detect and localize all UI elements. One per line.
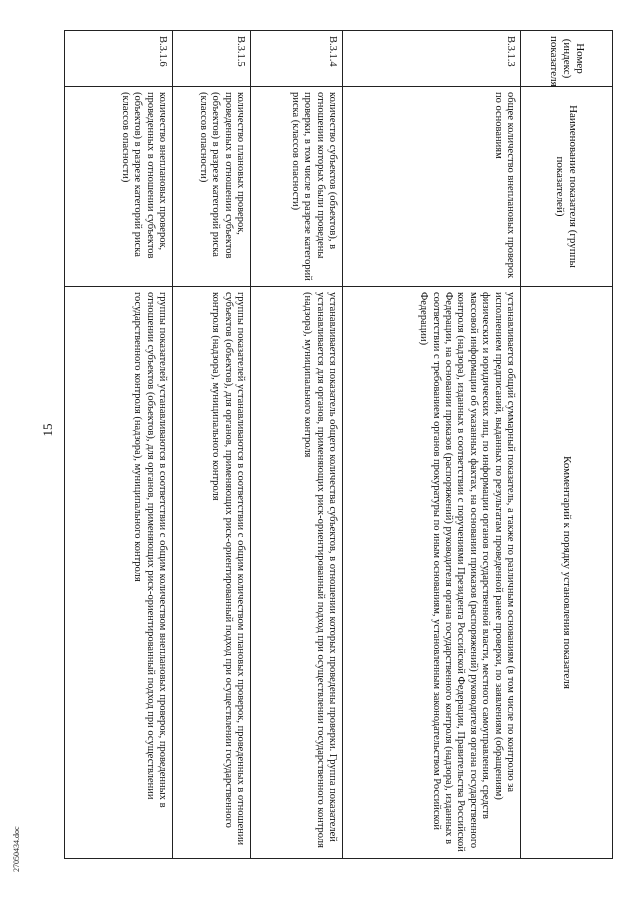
- indicators-table: [64, 30, 613, 859]
- header-number: Номер (индекс) показателя: [521, 31, 613, 87]
- header-name: Наименование показателя (группы показателей): [521, 87, 613, 287]
- row-comment: устанавливается показатель общего количества субъектов, в отношении которых проведены проверки. Группа показателей устанавливается для органов, применяющих риск-ориентированный подход при осуществлении государственного контроля (надзора), муниципального контроля: [251, 287, 343, 859]
- row-name: количество плановых проверок, проведенных в отношении субъектов (объектов) в разрезе категорий риска (классов опасности): [173, 87, 251, 287]
- row-number: В.3.1.4: [251, 31, 343, 87]
- table-row: [251, 31, 343, 859]
- row-number: В.3.1.5: [173, 31, 251, 87]
- row-comment: устанавливается общий суммарный показатель, а также по различным основаниям (в том числе по контролю за исполнением предписаний, выданных по результатам проведенной ранее проверки, по заявлениям (обращениям) физических и юридических лиц, по информации органов государственной власти, местного самоуправления, средств массовой информации об указанных фактах, на основании приказов (распоряжений) руководителя органа государственного контроля (надзора), изданных в соответствии с поручениями Президента Российской Федерации, Правительства Российской Федерации, на основании приказов (распоряжений) руководителя органа государственного контроля (надзора), изданных в соответствии с требованием органов прокуратуры по иным основаниям, установленным законодательством Российской Федерации): [343, 287, 521, 859]
- rotated-table-container: [48, 30, 613, 858]
- table-row: [343, 31, 521, 859]
- row-name: количество внеплановых проверок, проведенных в отношении субъектов (объектов) в разрезе категорий риска (классов опасности): [65, 87, 173, 287]
- row-name: общее количество внеплановых проверок по основаниям: [343, 87, 521, 287]
- footer-filename: 27050434.doc: [12, 826, 21, 872]
- row-comment: группы показателей устанавливаются в соответствии с общим количеством плановых проверок, проведенных в отношении субъектов (объектов), для органов, применяющих риск-ориентированный подход при осуществлении государственного контроля (надзора), муниципального контроля: [173, 287, 251, 859]
- table-row: [65, 31, 173, 859]
- table-row: [173, 31, 251, 859]
- row-number: В.3.1.6: [65, 31, 173, 87]
- table-header-row: [521, 31, 613, 859]
- row-comment: группы показателей устанавливаются в соответствии с общим количеством внеплановых проверок, проведенных в отношении субъектов (объектов), для органов, применяющих риск-ориентированный подход при осуществлении государственного контроля (надзора), муниципального контроля: [65, 287, 173, 859]
- header-comment: Комментарий к порядку установления показателя: [521, 287, 613, 859]
- row-number: В.3.1.3: [343, 31, 521, 87]
- row-name: количество субъектов (объектов), в отношении которых были проведены проверки, в том числе в разрезе категорий риска (классов опасности): [251, 87, 343, 287]
- page-number: 15: [40, 423, 55, 437]
